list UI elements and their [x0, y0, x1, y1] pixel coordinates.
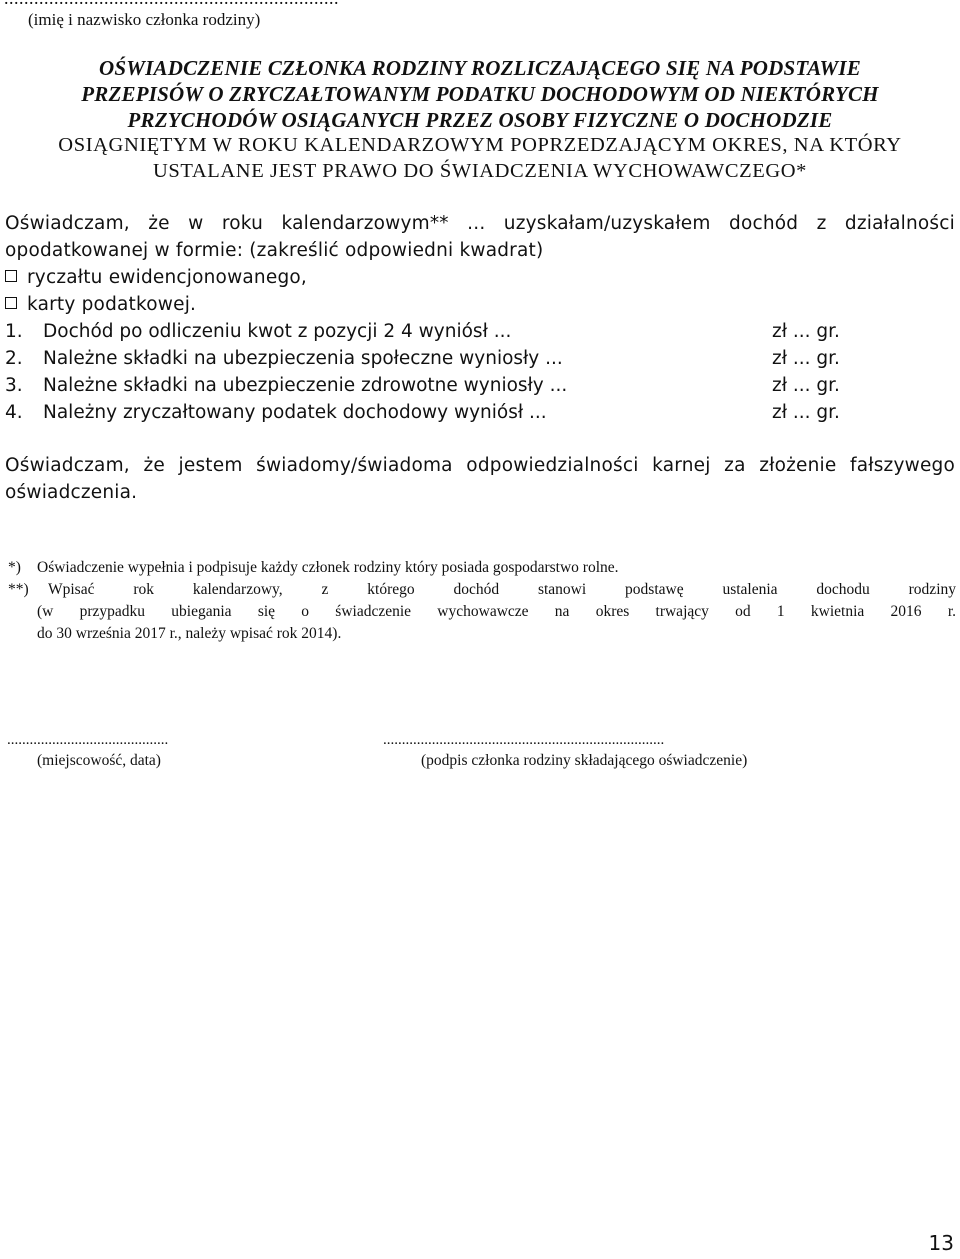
place-date-caption: (miejscowość, data)	[37, 752, 161, 769]
item-3-text: Należne składki na ubezpieczenie zdrowotne wyniosły ...	[43, 375, 568, 396]
page-number: 13	[928, 1231, 954, 1255]
footnote-2-line-3: do 30 września 2017 r., należy wpisać rok 2014).	[37, 625, 342, 642]
item-1	[5, 321, 840, 342]
option-karta[interactable]	[5, 294, 196, 315]
item-3-amount: zł ... gr.	[772, 375, 840, 396]
item-4-amount: zł ... gr.	[772, 402, 840, 423]
item-3	[5, 375, 840, 396]
footnote-1-text: Oświadczenie wypełnia i podpisuje każdy członek rodziny który posiada gospodarstwo rolne.	[37, 559, 619, 576]
option-ryczalt-label: ryczałtu ewidencjonowanego,	[27, 267, 307, 288]
item-2-text: Należne składki na ubezpieczenia społeczne wyniosły ...	[43, 348, 563, 369]
item-4	[5, 402, 840, 423]
title-line-1: OŚWIADCZENIE CZŁONKA RODZINY ROZLICZAJĄCEGO SIĘ NA PODSTAWIE	[99, 56, 861, 80]
checkbox-ryczalt[interactable]	[5, 270, 17, 282]
footnote-2-line-2: (w przypadku ubiegania się o świadczenie wychowawcze na okres trwający od 1 kwietnia 2016 r.	[37, 603, 956, 620]
item-2	[5, 348, 840, 369]
item-4-number: 4.	[5, 402, 23, 423]
statement-line-2: opodatkowanej w formie: (zakreślić odpowiedni kwadrat)	[5, 240, 544, 261]
item-1-number: 1.	[5, 321, 23, 342]
item-2-amount: zł ... gr.	[772, 348, 840, 369]
item-2-number: 2.	[5, 348, 23, 369]
footnote-1-mark: *)	[8, 559, 21, 576]
checkbox-karta[interactable]	[5, 297, 17, 309]
title-line-2: PRZEPISÓW O ZRYCZAŁTOWANYM PODATKU DOCHODOWYM OD NIEKTÓRYCH	[81, 82, 879, 106]
name-caption: (imię i nazwisko członka rodziny)	[28, 10, 261, 29]
title-line-4: OSIĄGNIĘTYM W ROKU KALENDARZOWYM POPRZEDZAJĄCYM OKRES, NA KTÓRY	[58, 134, 902, 156]
item-1-text: Dochód po odliczeniu kwot z pozycji 2 4 wyniósł ...	[43, 321, 512, 342]
signature-caption: (podpis członka rodziny składającego oświadczenie)	[421, 752, 748, 769]
item-4-text: Należny zryczałtowany podatek dochodowy wyniósł ...	[43, 402, 547, 423]
option-ryczalt[interactable]	[5, 267, 307, 288]
footnote-2-line-1: Wpisać rok kalendarzowy, z którego dochód stanowi podstawę ustalenia dochodu rodziny	[48, 581, 956, 598]
declaration-line-2: oświadczenia.	[5, 482, 138, 503]
statement-line-1: Oświadczam, że w roku kalendarzowym** ... uzyskałam/uzyskałem dochód z działalności	[5, 213, 955, 234]
item-3-number: 3.	[5, 375, 23, 396]
option-karta-label: karty podatkowej.	[27, 294, 197, 315]
title-line-5: USTALANE JEST PRAWO DO ŚWIADCZENIA WYCHOWAWCZEGO*	[152, 160, 808, 182]
name-dotted-line	[4, 0, 339, 9]
item-1-amount: zł ... gr.	[772, 321, 840, 342]
signature-dots: ...........................................................................	[383, 732, 665, 748]
place-date-dots: ...........................................	[7, 732, 169, 748]
title-line-3: PRZYCHODÓW OSIĄGANYCH PRZEZ OSOBY FIZYCZNE O DOCHODZIE	[127, 108, 833, 132]
declaration-line-1: Oświadczam, że jestem świadomy/świadoma odpowiedzialności karnej za złożenie fałszywego	[5, 455, 955, 476]
footnote-2-mark: **)	[8, 581, 29, 598]
